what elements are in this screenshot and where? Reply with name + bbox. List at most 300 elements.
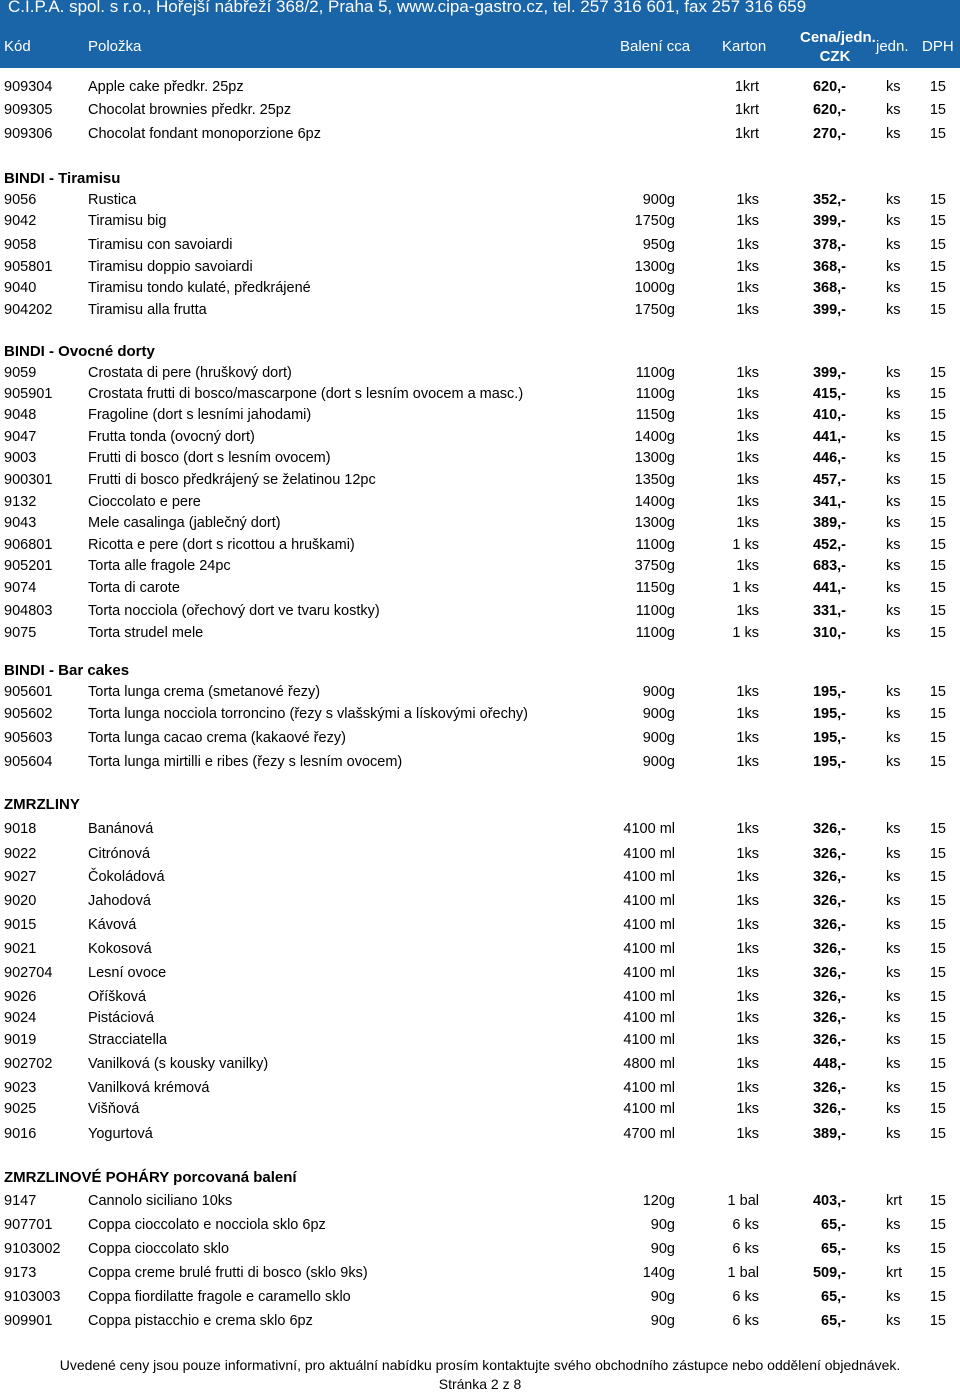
cell-name: Tiramisu tondo kulaté, předkrájené	[88, 280, 311, 296]
cell-vat: 15	[929, 515, 946, 531]
section-title: BINDI - Bar cakes	[4, 662, 130, 679]
section-title: BINDI - Ovocné dorty	[4, 343, 155, 360]
cell-price: 326,-	[812, 965, 846, 981]
cell-pack: 1100g	[635, 386, 675, 402]
table-row	[0, 601, 960, 621]
cell-carton: 1ks	[736, 1056, 759, 1072]
cell-pack: 90g	[650, 1241, 675, 1257]
cell-vat: 15	[929, 1080, 946, 1096]
cell-code: 909306	[4, 126, 53, 142]
cell-unit: ks	[886, 237, 901, 253]
cell-price: 65,-	[821, 1217, 846, 1233]
cell-price: 452,-	[812, 537, 846, 553]
cell-price: 399,-	[812, 213, 846, 229]
cell-code: 904803	[4, 603, 53, 619]
cell-name: Coppa pistacchio e crema sklo 6pz	[88, 1313, 313, 1329]
cell-name: Torta lunga mirtilli e ribes (řezy s lesním ovocem)	[88, 754, 403, 770]
cell-unit: ks	[886, 989, 901, 1005]
table-row	[0, 844, 960, 864]
cell-unit: ks	[886, 941, 901, 957]
cell-code: 9058	[4, 237, 37, 253]
cell-unit: krt	[886, 1265, 903, 1281]
cell-name: Vanilková krémová	[88, 1080, 210, 1096]
table-row	[0, 1215, 960, 1235]
cell-name: Tiramisu doppio savoiardi	[88, 259, 253, 275]
cell-code: 9018	[4, 821, 37, 837]
cell-code: 9021	[4, 941, 37, 957]
cell-vat: 15	[929, 302, 946, 318]
cell-code: 9103002	[4, 1241, 61, 1257]
cell-pack: 4100 ml	[623, 893, 675, 909]
cell-pack: 4100 ml	[623, 821, 675, 837]
cell-carton: 1 ks	[732, 580, 759, 596]
cell-name: Čokoládová	[88, 869, 165, 885]
cell-code: 9020	[4, 893, 37, 909]
cell-pack: 4100 ml	[623, 1080, 675, 1096]
cell-carton: 1ks	[736, 429, 759, 445]
cell-code: 9026	[4, 989, 37, 1005]
cell-unit: ks	[886, 1241, 901, 1257]
cell-price: 326,-	[812, 1101, 846, 1117]
cell-name: Kokosová	[88, 941, 152, 957]
column-header-item: Položka	[88, 38, 142, 55]
cell-price: 620,-	[812, 102, 846, 118]
cell-name: Mele casalinga (jablečný dort)	[88, 515, 281, 531]
column-header-price-line1: Cena/jedn.	[800, 29, 876, 46]
cell-unit: ks	[886, 1056, 901, 1072]
cell-carton: 1ks	[736, 302, 759, 318]
cell-unit: ks	[886, 429, 901, 445]
cell-name: Torta nocciola (ořechový dort ve tvaru kostky)	[88, 603, 380, 619]
cell-name: Torta strudel mele	[88, 625, 204, 641]
table-row	[0, 819, 960, 839]
cell-price: 683,-	[812, 558, 846, 574]
cell-code: 905601	[4, 684, 53, 700]
table-row	[0, 1311, 960, 1331]
cell-name: Stracciatella	[88, 1032, 167, 1048]
cell-name: Banánová	[88, 821, 154, 837]
cell-pack: 1100g	[635, 603, 675, 619]
cell-price: 448,-	[812, 1056, 846, 1072]
cell-unit: ks	[886, 1313, 901, 1329]
cell-code: 909901	[4, 1313, 53, 1329]
table-row	[0, 963, 960, 983]
cell-price: 403,-	[812, 1193, 846, 1209]
cell-name: Citrónová	[88, 846, 151, 862]
cell-carton: 1ks	[736, 821, 759, 837]
cell-unit: ks	[886, 869, 901, 885]
cell-name: Vanilková (s kousky vanilky)	[88, 1056, 269, 1072]
cell-vat: 15	[929, 450, 946, 466]
cell-code: 905604	[4, 754, 53, 770]
cell-pack: 4100 ml	[623, 965, 675, 981]
column-header-packaging: Balení cca	[620, 38, 691, 55]
cell-price: 341,-	[812, 494, 846, 510]
cell-code: 9027	[4, 869, 37, 885]
header-band	[0, 0, 960, 68]
cell-name: Cannolo siciliano 10ks	[88, 1193, 233, 1209]
cell-code: 909305	[4, 102, 53, 118]
cell-vat: 15	[929, 846, 946, 862]
cell-price: 457,-	[812, 472, 846, 488]
cell-price: 270,-	[812, 126, 846, 142]
cell-price: 446,-	[812, 450, 846, 466]
cell-unit: ks	[886, 1010, 901, 1026]
table-row	[0, 1287, 960, 1307]
cell-vat: 15	[929, 1217, 946, 1233]
cell-name: Fragoline (dort s lesními jahodami)	[88, 407, 312, 423]
cell-vat: 15	[929, 79, 946, 95]
cell-code: 9147	[4, 1193, 37, 1209]
cell-unit: ks	[886, 580, 901, 596]
cell-price: 326,-	[812, 989, 846, 1005]
cell-code: 907701	[4, 1217, 53, 1233]
cell-carton: 6 ks	[732, 1289, 759, 1305]
cell-carton: 1 ks	[732, 625, 759, 641]
cell-vat: 15	[929, 965, 946, 981]
table-row	[0, 1030, 960, 1050]
cell-pack: 900g	[642, 730, 675, 746]
cell-vat: 15	[929, 1289, 946, 1305]
cell-carton: 1ks	[736, 1010, 759, 1026]
cell-name: Torta lunga nocciola torroncino (řezy s vlašskými a lískovými ořechy)	[88, 706, 528, 722]
cell-unit: ks	[886, 965, 901, 981]
cell-code: 905801	[4, 259, 53, 275]
cell-price: 441,-	[812, 580, 846, 596]
section-title: BINDI - Tiramisu	[4, 170, 121, 187]
cell-unit: ks	[886, 259, 901, 275]
cell-name: Tiramisu big	[88, 213, 167, 229]
cell-carton: 1ks	[736, 989, 759, 1005]
table-row	[0, 211, 960, 231]
cell-carton: 1 bal	[727, 1265, 759, 1281]
cell-price: 326,-	[812, 869, 846, 885]
cell-carton: 1ks	[736, 192, 759, 208]
cell-carton: 1ks	[736, 603, 759, 619]
cell-vat: 15	[929, 280, 946, 296]
cell-unit: ks	[886, 558, 901, 574]
cell-pack: 4100 ml	[623, 846, 675, 862]
cell-carton: 1ks	[736, 917, 759, 933]
cell-name: Frutti di bosco (dort s lesním ovocem)	[88, 450, 331, 466]
cell-price: 65,-	[821, 1289, 846, 1305]
cell-vat: 15	[929, 537, 946, 553]
cell-carton: 1krt	[734, 79, 759, 95]
table-row	[0, 363, 960, 383]
cell-code: 9015	[4, 917, 37, 933]
cell-name: Frutti di bosco předkrájený se želatinou 12pc	[88, 472, 376, 488]
cell-pack: 4100 ml	[623, 1010, 675, 1026]
cell-vat: 15	[929, 213, 946, 229]
cell-vat: 15	[929, 494, 946, 510]
cell-price: 368,-	[812, 259, 846, 275]
cell-pack: 4100 ml	[623, 1032, 675, 1048]
cell-unit: ks	[886, 302, 901, 318]
cell-name: Rustica	[88, 192, 137, 208]
cell-pack: 3750g	[634, 558, 675, 574]
table-row	[0, 578, 960, 598]
table-row	[0, 752, 960, 772]
cell-vat: 15	[929, 365, 946, 381]
cell-price: 415,-	[812, 386, 846, 402]
cell-pack: 1350g	[634, 472, 675, 488]
cell-pack: 1300g	[634, 450, 675, 466]
table-row	[0, 987, 960, 1007]
table-row	[0, 867, 960, 887]
cell-carton: 1ks	[736, 1080, 759, 1096]
cell-unit: ks	[886, 450, 901, 466]
table-row	[0, 278, 960, 298]
section-title: ZMRZLINOVÉ POHÁRY porcovaná balení	[4, 1169, 297, 1186]
column-header-code: Kód	[4, 38, 31, 55]
cell-unit: ks	[886, 365, 901, 381]
cell-name: Tiramisu con savoiardi	[88, 237, 233, 253]
cell-pack: 120g	[642, 1193, 675, 1209]
cell-code: 9025	[4, 1101, 37, 1117]
table-row	[0, 915, 960, 935]
cell-vat: 15	[929, 1241, 946, 1257]
column-header-carton: Karton	[722, 38, 767, 55]
cell-vat: 15	[929, 1010, 946, 1026]
company-info: C.I.P.A. spol. s r.o., Hořejší nábřeží 368/2, Praha 5, www.cipa-gastro.cz, tel. 257 316 601, fax 257 316 659	[8, 0, 807, 16]
cell-unit: ks	[886, 893, 901, 909]
cell-price: 65,-	[821, 1313, 846, 1329]
table-row	[0, 77, 960, 97]
cell-pack: 1000g	[634, 280, 675, 296]
cell-unit: ks	[886, 821, 901, 837]
cell-name: Crostata frutti di bosco/mascarpone (dort s lesním ovocem a masc.)	[88, 386, 524, 402]
cell-unit: ks	[886, 1217, 901, 1233]
cell-vat: 15	[929, 603, 946, 619]
cell-unit: ks	[886, 1126, 901, 1142]
table-row	[0, 1124, 960, 1144]
cell-carton: 1ks	[736, 846, 759, 862]
column-header-price-line2: CZK	[819, 48, 851, 65]
cell-code: 9016	[4, 1126, 37, 1142]
cell-price: 410,-	[812, 407, 846, 423]
cell-code: 9048	[4, 407, 37, 423]
cell-pack: 1300g	[634, 259, 675, 275]
table-row	[0, 100, 960, 120]
cell-code: 9042	[4, 213, 37, 229]
cell-unit: ks	[886, 79, 901, 95]
cell-price: 389,-	[812, 1126, 846, 1142]
cell-unit: ks	[886, 684, 901, 700]
table-row	[0, 257, 960, 277]
table-row	[0, 405, 960, 425]
cell-price: 326,-	[812, 941, 846, 957]
cell-code: 9019	[4, 1032, 37, 1048]
cell-name: Lesní ovoce	[88, 965, 167, 981]
cell-unit: ks	[886, 603, 901, 619]
cell-name: Cioccolato e pere	[88, 494, 201, 510]
cell-code: 9022	[4, 846, 37, 862]
cell-carton: 1ks	[736, 1126, 759, 1142]
cell-pack: 1100g	[635, 365, 675, 381]
cell-unit: ks	[886, 386, 901, 402]
cell-carton: 1ks	[736, 706, 759, 722]
cell-carton: 1ks	[736, 259, 759, 275]
cell-price: 399,-	[812, 302, 846, 318]
table-row	[0, 1008, 960, 1028]
cell-price: 620,-	[812, 79, 846, 95]
cell-pack: 1400g	[634, 494, 675, 510]
cell-code: 904202	[4, 302, 53, 318]
cell-unit: krt	[886, 1193, 903, 1209]
cell-vat: 15	[929, 684, 946, 700]
cell-name: Crostata di pere (hruškový dort)	[88, 365, 292, 381]
cell-unit: ks	[886, 280, 901, 296]
cell-carton: 1ks	[736, 684, 759, 700]
cell-unit: ks	[886, 472, 901, 488]
cell-pack: 90g	[650, 1289, 675, 1305]
cell-pack: 1750g	[634, 213, 675, 229]
cell-unit: ks	[886, 917, 901, 933]
cell-unit: ks	[886, 754, 901, 770]
cell-code: 905603	[4, 730, 53, 746]
cell-pack: 1100g	[635, 537, 675, 553]
cell-code: 906801	[4, 537, 53, 553]
cell-pack: 4100 ml	[623, 941, 675, 957]
cell-vat: 15	[929, 386, 946, 402]
table-row	[0, 427, 960, 447]
cell-unit: ks	[886, 706, 901, 722]
cell-vat: 15	[929, 429, 946, 445]
column-header-price	[800, 28, 876, 66]
cell-pack: 1150g	[635, 407, 675, 423]
cell-vat: 15	[929, 869, 946, 885]
table-row	[0, 623, 960, 643]
cell-vat: 15	[929, 1032, 946, 1048]
cell-code: 905602	[4, 706, 53, 722]
cell-price: 399,-	[812, 365, 846, 381]
cell-carton: 1ks	[736, 730, 759, 746]
cell-vat: 15	[929, 1101, 946, 1117]
cell-price: 326,-	[812, 917, 846, 933]
cell-name: Ricotta e pere (dort s ricottou a hruškami)	[88, 537, 355, 553]
cell-price: 65,-	[821, 1241, 846, 1257]
cell-vat: 15	[929, 941, 946, 957]
cell-carton: 1ks	[736, 213, 759, 229]
cell-code: 909304	[4, 79, 53, 95]
cell-pack: 4800 ml	[623, 1056, 675, 1072]
cell-price: 368,-	[812, 280, 846, 296]
cell-code: 905201	[4, 558, 53, 574]
cell-name: Jahodová	[88, 893, 151, 909]
cell-price: 195,-	[812, 684, 846, 700]
cell-carton: 1 ks	[732, 537, 759, 553]
cell-vat: 15	[929, 126, 946, 142]
cell-name: Chocolat brownies předkr. 25pz	[88, 102, 292, 118]
cell-code: 9075	[4, 625, 37, 641]
cell-name: Coppa cioccolato e nocciola sklo 6pz	[88, 1217, 326, 1233]
cell-unit: ks	[886, 730, 901, 746]
table-row	[0, 728, 960, 748]
cell-unit: ks	[886, 846, 901, 862]
cell-carton: 6 ks	[732, 1241, 759, 1257]
cell-pack: 1150g	[635, 580, 675, 596]
cell-unit: ks	[886, 1101, 901, 1117]
table-row	[0, 448, 960, 468]
cell-code: 9173	[4, 1265, 37, 1281]
cell-price: 195,-	[812, 706, 846, 722]
table-row	[0, 470, 960, 490]
cell-vat: 15	[929, 754, 946, 770]
cell-vat: 15	[929, 407, 946, 423]
cell-carton: 1ks	[736, 237, 759, 253]
cell-name: Kávová	[88, 917, 137, 933]
table-row	[0, 300, 960, 320]
section-title: ZMRZLINY	[4, 796, 80, 813]
cell-unit: ks	[886, 625, 901, 641]
cell-code: 9043	[4, 515, 37, 531]
cell-pack: 1300g	[634, 515, 675, 531]
cell-pack: 4100 ml	[623, 869, 675, 885]
cell-carton: 1ks	[736, 754, 759, 770]
cell-carton: 1krt	[734, 126, 759, 142]
table-row	[0, 682, 960, 702]
cell-pack: 4100 ml	[623, 917, 675, 933]
cell-pack: 4100 ml	[623, 989, 675, 1005]
cell-vat: 15	[929, 893, 946, 909]
column-header-vat: DPH	[922, 38, 954, 55]
cell-pack: 1100g	[635, 625, 675, 641]
cell-code: 900301	[4, 472, 53, 488]
table-row	[0, 190, 960, 210]
cell-code: 9132	[4, 494, 37, 510]
table-row	[0, 1191, 960, 1211]
cell-name: Frutta tonda (ovocný dort)	[88, 429, 255, 445]
cell-unit: ks	[886, 407, 901, 423]
cell-carton: 6 ks	[732, 1313, 759, 1329]
cell-unit: ks	[886, 515, 901, 531]
cell-price: 326,-	[812, 893, 846, 909]
cell-vat: 15	[929, 259, 946, 275]
footer-disclaimer: Uvedené ceny jsou pouze informativní, pro aktuální nabídku prosím kontaktujte svého obchodního zástupce nebo oddělení objednávek.	[59, 1357, 901, 1373]
cell-code: 9103003	[4, 1289, 61, 1305]
cell-unit: ks	[886, 1032, 901, 1048]
cell-price: 310,-	[812, 625, 846, 641]
cell-vat: 15	[929, 1126, 946, 1142]
cell-carton: 1ks	[736, 1101, 759, 1117]
cell-pack: 900g	[642, 706, 675, 722]
cell-name: Coppa creme brulé frutti di bosco (sklo 9ks)	[88, 1265, 368, 1281]
cell-carton: 1ks	[736, 407, 759, 423]
cell-pack: 4700 ml	[623, 1126, 675, 1142]
cell-price: 326,-	[812, 846, 846, 862]
cell-unit: ks	[886, 126, 901, 142]
table-row	[0, 384, 960, 404]
cell-price: 326,-	[812, 1010, 846, 1026]
cell-carton: 1ks	[736, 1032, 759, 1048]
cell-price: 195,-	[812, 754, 846, 770]
cell-vat: 15	[929, 102, 946, 118]
table-row	[0, 1263, 960, 1283]
cell-name: Pistáciová	[88, 1010, 155, 1026]
cell-code: 902704	[4, 965, 53, 981]
cell-pack: 900g	[642, 754, 675, 770]
cell-price: 326,-	[812, 1032, 846, 1048]
cell-pack: 90g	[650, 1217, 675, 1233]
cell-vat: 15	[929, 730, 946, 746]
cell-vat: 15	[929, 1313, 946, 1329]
cell-pack: 4100 ml	[623, 1101, 675, 1117]
cell-vat: 15	[929, 1056, 946, 1072]
cell-unit: ks	[886, 537, 901, 553]
cell-price: 389,-	[812, 515, 846, 531]
cell-unit: ks	[886, 1289, 901, 1305]
cell-code: 9074	[4, 580, 37, 596]
